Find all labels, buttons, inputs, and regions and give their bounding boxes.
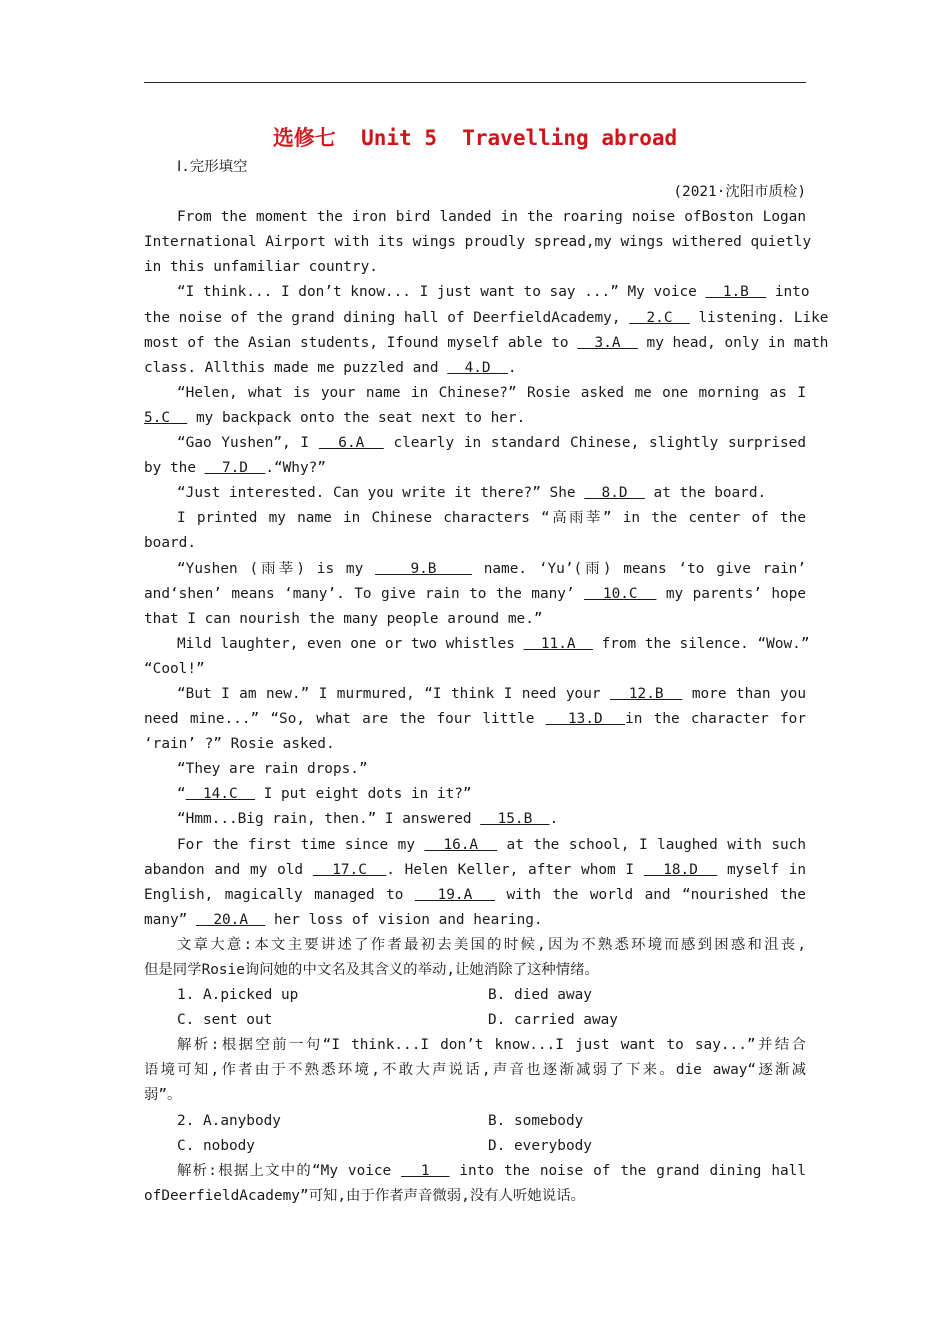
option-a: 2. A.anybody [177,1112,281,1129]
passage-line: “They are rain drops.” [177,761,368,778]
passage-line: and‘shen’ means ‘many’. To give rain to the many’ 10.C my parents’ hope [144,585,807,602]
option-b: B. somebody [488,1112,584,1129]
answer-blank-1: 1.B [705,284,767,301]
reference-blank: 1 [401,1162,450,1179]
option-b: B. died away [488,987,592,1004]
answer-blank-14: 14.C [185,786,255,803]
passage-line: board. [144,535,196,552]
passage-line: the noise of the grand dining hall of DeerfieldAcademy, 2.C listening. Like [144,309,829,326]
passage-line: need mine...” “So, what are the four little 13.D in the character for [144,711,807,728]
analysis-line: 解析:根据上文中的“My voice 1 into the noise of the grand dining hall [177,1162,807,1179]
passage-line: For the first time since my 16.A at the school, I laughed with such [177,836,806,853]
passage-line: I printed my name in Chinese characters “高雨莘” in the center of the [177,510,806,527]
top-rule [144,82,806,83]
answer-blank-19: 19.A [414,886,496,903]
passage-line: “Gao Yushen”, I 6.A clearly in standard Chinese, slightly surprised [177,435,806,452]
passage-line: abandon and my old 17.C . Helen Keller, after whom I 18.D myself in [144,861,807,878]
passage-line: class. Allthis made me puzzled and 4.D . [144,359,517,376]
question-options [144,983,806,1008]
passage-line: “I think... I don’t know... I just want to say ...” My voice 1.B into [177,284,810,301]
answer-blank-13: 13.D [545,711,626,728]
analysis-line: ofDeerfieldAcademy”可知,由于作者声音微弱,没有人听她说话。 [144,1187,585,1204]
source-note: (2021·沈阳市质检) [673,184,806,201]
document-body [144,155,829,1209]
passage-line: “Hmm...Big rain, then.” I answered 15.B . [177,811,559,828]
passage-line: “Just interested. Can you write it there?” She 8.D at the board. [177,485,767,502]
option-a: 1. A.picked up [177,987,299,1004]
option-d: D. everybody [488,1137,592,1154]
answer-blank-2: 2.C [629,309,690,326]
passage-line: International Airport with its wings proudly spread,my wings withered quietly [144,234,812,251]
option-c: C. nobody [177,1137,255,1154]
page-title: 选修七 Unit 5 Travelling abroad [272,126,678,150]
passage-line: that I can nourish the many people around me.” [144,610,543,627]
answer-blank-3: 3.A [577,334,638,351]
answer-blank-15: 15.B [480,811,550,828]
passage-line: Mild laughter, even one or two whistles 11.A from the silence. “Wow.” [177,635,810,652]
passage-line: by the 7.D .“Why?” [144,460,326,477]
analysis-line: 语境可知,作者由于不熟悉环境,不敢大声说话,声音也逐渐减弱了下来。die away“逐渐减 [144,1062,806,1079]
summary-line: 但是同学Rosie询问她的中文名及其含义的举动,让她消除了这种情绪。 [144,962,599,978]
section-heading: Ⅰ.完形填空 [177,159,248,175]
passage-line: “Yushen (雨莘) is my 9.B name. ‘Yu’(雨) means ‘to give rain’ [177,560,806,577]
answer-blank-9: 9.B [375,560,472,577]
analysis-line: 弱”。 [144,1087,182,1104]
answer-blank-18: 18.D [643,861,718,878]
passage-line: “Helen, what is your name in Chinese?” Rosie asked me one morning as I [177,384,806,401]
passage-line: in this unfamiliar country. [144,259,378,276]
passage-line: most of the Asian students, Ifound myself able to 3.A my head, only in math [144,334,829,351]
answer-blank-17: 17.C [312,861,387,878]
answer-blank-7: 7.D [204,460,266,477]
answer-blank-4: 4.D [447,359,508,376]
passage-line: many” 20.A her loss of vision and hearing. [144,911,543,928]
answer-blank-20: 20.A [196,911,266,928]
answer-blank-11: 11.A [523,635,593,652]
answer-blank-8: 8.D [584,485,645,502]
question-options [144,1134,806,1159]
summary-line: 文章大意:本文主要讲述了作者最初去美国的时候,因为不熟悉环境而感到困惑和沮丧, [177,936,806,953]
passage-line: “But I am new.” I murmured, “I think I need your 12.B more than you [177,685,806,702]
answer-blank-12: 12.B [610,685,683,702]
passage-line: From the moment the iron bird landed in the roaring noise ofBoston Logan [177,209,806,226]
question-options [144,1109,806,1134]
question-options [144,1008,806,1033]
passage-line: 5.C my backpack onto the seat next to her. [144,409,526,426]
passage-line: “ 14.C I put eight dots in it?” [177,786,472,803]
passage-line: ‘rain’ ?” Rosie asked. [144,736,335,753]
option-c: C. sent out [177,1012,273,1029]
answer-blank-16: 16.A [424,836,498,853]
answer-blank-5: 5.C [144,409,188,426]
answer-blank-10: 10.C [584,585,657,602]
passage-line: “Cool!” [144,660,205,677]
analysis-line: 解析:根据空前一句“I think...I don’t know...I just want to say...”并结合 [177,1037,806,1054]
passage-line: English, magically managed to 19.A with the world and “nourished the [144,886,806,903]
answer-blank-6: 6.A [318,435,384,452]
option-d: D. carried away [488,1012,618,1029]
